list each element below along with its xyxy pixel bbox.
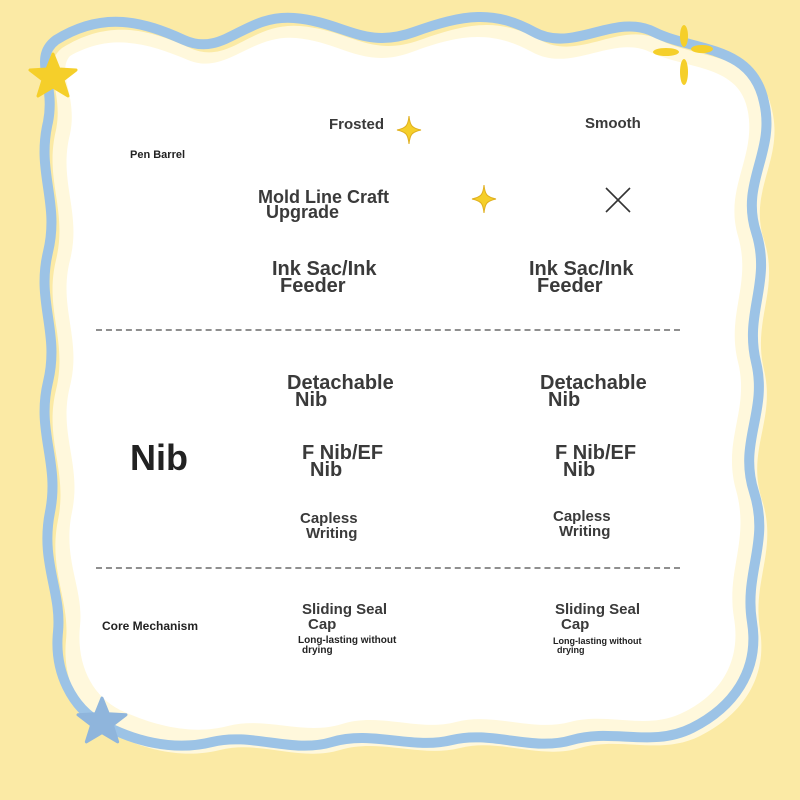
seal-left-line2: Cap [308,616,337,633]
note-left-line2: drying [302,645,333,656]
star-icon [28,52,78,98]
capless-writing-right [553,509,611,539]
fnib-left-line1: F Nib/EF [302,442,384,464]
row-label-pen-barrel: Pen Barrel [130,149,186,161]
detachable-left-line1: Detachable [287,372,394,394]
capless-right-line1: Capless [553,508,611,525]
fnib-right-line1: F Nib/EF [555,442,637,464]
sparkle-icon [471,184,497,214]
detachable-nib-right [540,373,647,410]
seal-right-line2: Cap [561,616,590,633]
fnib-left-line2: Nib [310,459,343,481]
f-nib-ef-nib-left [302,443,383,480]
capless-right-line2: Writing [559,523,611,540]
f-nib-ef-nib-right [555,443,636,480]
ink-left-line1: Ink Sac/Ink [272,258,377,280]
note-right-line1: Long-lasting without [553,636,642,646]
smooth-label: Smooth [585,115,641,132]
sparkle-icon [396,115,422,145]
frosted-label: Frosted [329,116,385,133]
row-label-nib: Nib [130,437,188,478]
row-divider [96,567,680,569]
detachable-right-line2: Nib [548,389,581,411]
mold-line-line2: Upgrade [266,202,340,222]
detachable-left-line2: Nib [295,389,328,411]
row-divider [96,329,680,331]
sliding-seal-cap-right [555,602,640,632]
seal-left-line1: Sliding Seal [302,601,388,618]
ink-sac-feeder-left [272,259,377,296]
long-lasting-note-right [553,637,641,655]
sparkle-icon [652,22,716,88]
capless-left-line1: Capless [300,510,358,527]
ink-sac-feeder-right [529,259,634,296]
capless-left-line2: Writing [306,525,358,542]
mold-line-craft-upgrade [258,188,389,221]
ink-right-line2: Feeder [537,275,603,297]
long-lasting-note-left [298,636,396,656]
note-left-line1: Long-lasting without [298,635,397,646]
fnib-right-line2: Nib [563,459,596,481]
row-label-core-mechanism: Core Mechanism [102,619,199,633]
note-right-line2: drying [557,645,585,655]
detachable-nib-left [287,373,394,410]
mold-line-line1: Mold Line Craft [258,187,389,207]
ink-right-line1: Ink Sac/Ink [529,258,634,280]
sliding-seal-cap-left [302,602,387,632]
seal-right-line1: Sliding Seal [555,601,641,618]
ink-left-line2: Feeder [280,275,346,297]
star-icon [76,696,128,744]
capless-writing-left [300,511,358,541]
cross-icon [604,186,632,214]
detachable-right-line1: Detachable [540,372,647,394]
